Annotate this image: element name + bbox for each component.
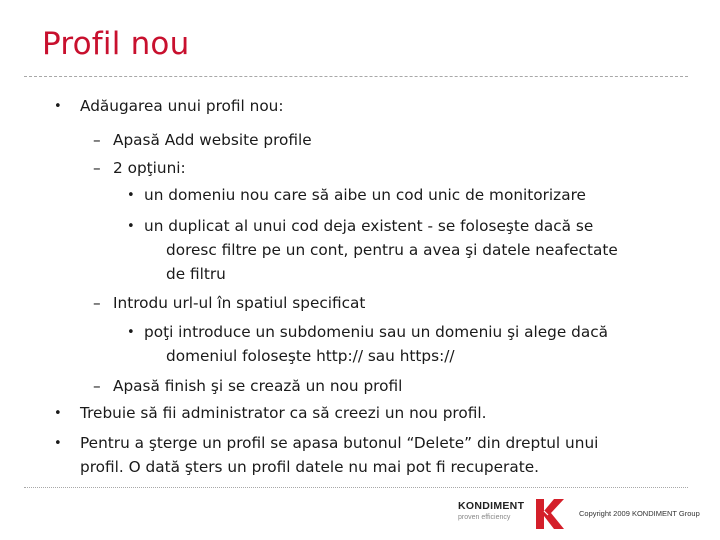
bullet-marker: •: [54, 99, 62, 114]
bullet-marker: •: [127, 325, 135, 340]
dash-marker: –: [93, 377, 101, 395]
bullet-item: Trebuie să fii administrator ca să creezi un nou profil.: [80, 404, 487, 422]
bullet-marker: •: [127, 219, 135, 234]
footer-divider: [24, 487, 688, 488]
copyright-notice: Copyright 2009 KONDIMENT Group: [579, 509, 700, 518]
kondiment-logo: [458, 497, 568, 531]
dash-marker: –: [93, 294, 101, 312]
sub-item: Introdu url-ul în spatiul specificat: [113, 294, 366, 312]
bullet-marker: •: [54, 436, 62, 451]
bullet-marker: •: [54, 406, 62, 421]
logo-tagline: proven efficiency: [458, 514, 511, 521]
logo-wordmark: KONDIMENT: [458, 500, 525, 512]
sub-item: Apasă finish şi se crează un nou profil: [113, 377, 403, 395]
k-logo-icon: [534, 497, 566, 531]
bullet-item-continued: profil. O dată şters un profil datele nu mai pot fi recuperate.: [80, 458, 539, 476]
sub-sub-item-continued: de filtru: [166, 265, 226, 283]
bullet-item: Adăugarea unui profil nou:: [80, 97, 284, 115]
slide-title: Profil nou: [42, 26, 190, 62]
sub-item: 2 opţiuni:: [113, 159, 186, 177]
sub-sub-item-continued: doresc filtre pe un cont, pentru a avea şi datele neafectate: [166, 241, 618, 259]
bullet-marker: •: [127, 188, 135, 203]
sub-item: Apasă Add website profile: [113, 131, 312, 149]
dash-marker: –: [93, 159, 101, 177]
dash-marker: –: [93, 131, 101, 149]
sub-sub-item-continued: domeniul foloseşte http:// sau https://: [166, 347, 455, 365]
sub-sub-item: poţi introduce un subdomeniu sau un domeniu şi alege dacă: [144, 323, 609, 341]
title-divider: [24, 76, 688, 77]
sub-sub-item: un duplicat al unui cod deja existent - se foloseşte dacă se: [144, 217, 594, 235]
sub-sub-item: un domeniu nou care să aibe un cod unic de monitorizare: [144, 186, 586, 204]
bullet-item: Pentru a şterge un profil se apasa butonul “Delete” din dreptul unui: [80, 434, 599, 452]
